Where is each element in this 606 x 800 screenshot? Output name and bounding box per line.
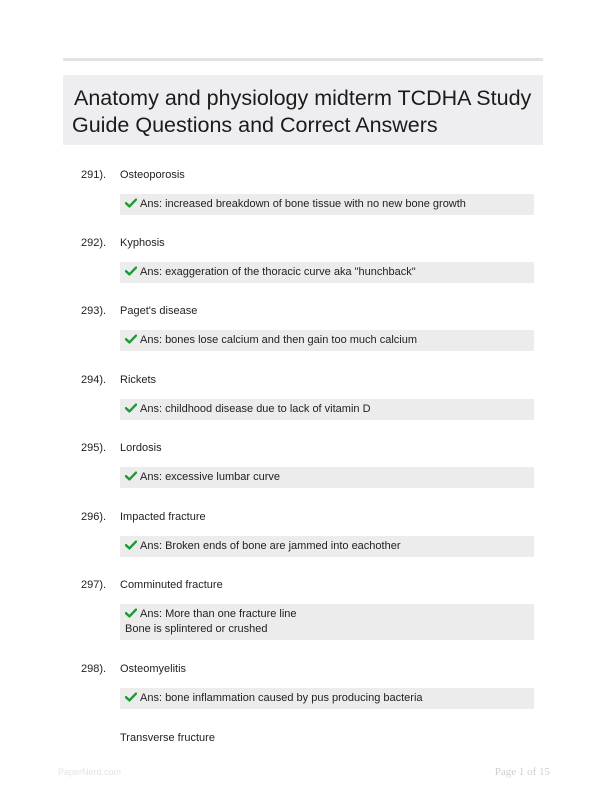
checkmark-icon <box>125 334 137 344</box>
question-text: Lordosis <box>120 442 162 454</box>
question-number: 293). <box>81 305 107 317</box>
question-number: 298). <box>81 663 107 675</box>
checkmark-icon <box>125 692 137 702</box>
top-divider <box>63 58 543 61</box>
checkmark-icon <box>125 403 137 413</box>
footer-watermark: PaperNerd.com <box>58 767 122 777</box>
question-text: Impacted fracture <box>120 511 206 523</box>
checkmark-icon <box>125 540 137 550</box>
answer-box <box>120 467 534 488</box>
document-title <box>72 85 531 139</box>
answer-box <box>120 399 534 420</box>
answer-text: Ans: bone inflammation caused by pus producing bacteria <box>140 692 423 704</box>
answer-box <box>120 536 534 557</box>
title-line-1: Anatomy and physiology midterm TCDHA Study <box>74 86 532 110</box>
question-number: 295). <box>81 442 107 454</box>
answer-box <box>120 194 534 215</box>
question-text: Osteomyelitis <box>120 663 187 675</box>
answer-text: Ans: bones lose calcium and then gain too much calcium <box>140 334 417 346</box>
title-line-2: Guide Questions and Correct Answers <box>72 113 438 137</box>
title-banner <box>63 75 543 145</box>
checkmark-icon <box>125 198 137 208</box>
question-text: Transverse fructure <box>120 732 215 744</box>
page-number: Page 1 of 15 <box>494 766 550 778</box>
answer-box <box>120 330 534 351</box>
answer-box <box>120 262 534 283</box>
question-number: 296). <box>81 511 107 523</box>
answer-box <box>120 688 534 709</box>
question-text: Osteoporosis <box>120 169 185 181</box>
answer-box <box>120 604 534 640</box>
checkmark-icon <box>125 608 137 618</box>
question-text: Comminuted fracture <box>120 579 223 591</box>
question-number: 294). <box>81 374 107 386</box>
answer-text: Ans: exaggeration of the thoracic curve aka "hunchback" <box>140 266 416 278</box>
question-number: 297). <box>81 579 107 591</box>
answer-text: Ans: excessive lumbar curve <box>140 471 280 483</box>
answer-text: Ans: Broken ends of bone are jammed into eachother <box>140 540 401 552</box>
checkmark-icon <box>125 471 137 481</box>
question-number: 291). <box>81 169 107 181</box>
question-number: 292). <box>81 237 107 249</box>
answer-text: Ans: increased breakdown of bone tissue with no new bone growth <box>140 198 466 210</box>
answer-text: Ans: childhood disease due to lack of vitamin D <box>140 403 371 415</box>
checkmark-icon <box>125 266 137 276</box>
question-text: Paget's disease <box>120 305 198 317</box>
question-text: Kyphosis <box>120 237 165 249</box>
question-text: Rickets <box>120 374 157 386</box>
answer-text: Ans: More than one fracture line <box>140 608 297 620</box>
answer-text-line-2: Bone is splintered or crushed <box>125 623 268 635</box>
